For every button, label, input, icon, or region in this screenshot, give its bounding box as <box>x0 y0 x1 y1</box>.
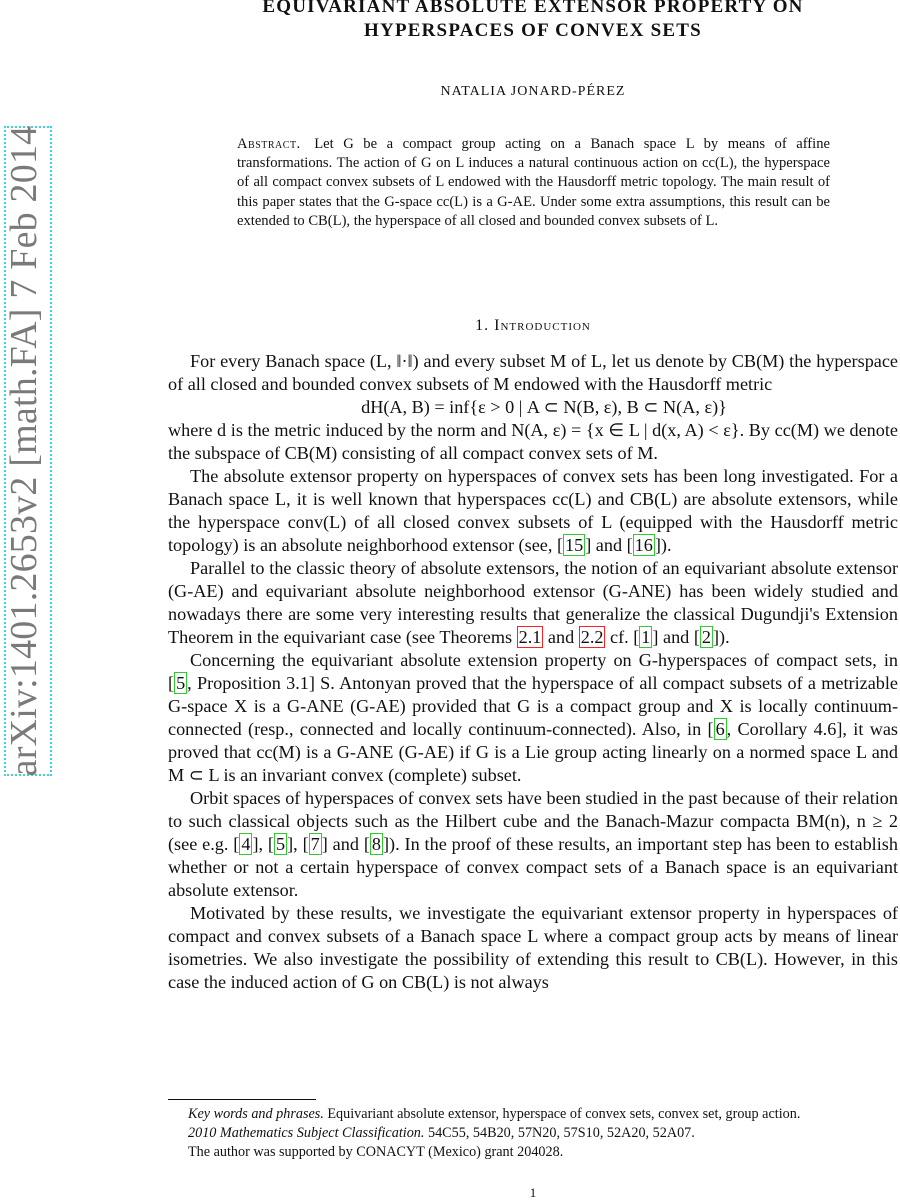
paragraph-1: For every Banach space (L, ‖·‖) and every subset M of L, let us denote by CB(M) the hyperspace of all closed and bounded convex subsets of M endowed with the Hausdorff metric <box>168 351 898 394</box>
paragraph-2: The absolute extensor property on hyperspaces of convex sets has been long investigated. For a Banach space L, it is well known that hyperspaces cc(L) and CB(L) are absolute extensors, while the hyperspace conv(L) of all closed convex subsets of L (equipped with the Hausdorff metric topology) is an absolute neighborhood extensor (see, [ 15 ] and [ 16 ]). <box>168 466 898 555</box>
paragraph-3: Parallel to the classic theory of absolute extensors, the notion of an equivariant absolute extensor (G-AE) and equivariant absolute neighborhood extensor (G-ANE) has been widely studied and nowadays there are some very interesting results that generalize the classical Dugundji's Extension Theorem in the equivariant case (see Theorems 2.1 and 2.2 cf. [ 1 ] and [ 2 ]). <box>168 558 898 647</box>
abstract <box>237 135 830 231</box>
citation-16[interactable]: 16 <box>634 535 653 555</box>
paragraph-6: Motivated by these results, we investigate the equivariant extensor property in hyperspaces of compact and convex subsets of a Banach space L where a compact group acts by means of linear isometries. We also investigate the possibility of extending this result to CB(L). However, in this case the induced action of G on CB(L) is not always <box>168 903 898 992</box>
citation-6[interactable]: 6 <box>715 719 725 739</box>
hausdorff-metric-equation: dH(A, B) = inf{ε > 0 | A ⊂ N(B, ε), B ⊂ N(A, ε)} <box>361 397 727 417</box>
section-number: 1. <box>475 317 490 334</box>
footnotes <box>168 1105 898 1162</box>
section-title: Introduction <box>494 317 591 334</box>
citation-5b[interactable]: 5 <box>276 834 286 854</box>
title-line-1: EQUIVARIANT ABSOLUTE EXTENSOR PROPERTY ON <box>262 0 804 17</box>
section-heading <box>168 317 898 335</box>
citation-8[interactable]: 8 <box>371 834 381 854</box>
abstract-text: Let G be a compact group acting on a Banach space L by means of affine transformations. The action of G on L induces a natural continuous action on cc(L), the hyperspace of all compact convex subsets of L endowed with the Hausdorff metric topology. The main result of this paper states that the G-space cc(L) is a G-AE. Under some extra assumptions, this result can be extended to CB(L), the hyperspace of all closed and bounded convex subsets of L. <box>237 136 830 229</box>
citation-4[interactable]: 4 <box>241 834 251 854</box>
page-number: 1 <box>529 1185 537 1200</box>
title-line-2: HYPERSPACES OF CONVEX SETS <box>364 20 702 41</box>
citation-2[interactable]: 2 <box>701 627 711 647</box>
citation-7[interactable]: 7 <box>310 834 320 854</box>
paragraph-1-continued: where d is the metric induced by the norm and N(A, ε) = {x ∈ L | d(x, A) < ε}. By cc(M) we denote the subspace of CB(M) consisting of all compact convex sets of M. <box>168 420 898 463</box>
theorem-ref-2-2[interactable]: 2.2 <box>580 627 604 647</box>
footnote-keywords: Key words and phrases. Equivariant absolute extensor, hyperspace of convex sets, convex set, group action. <box>188 1106 801 1122</box>
abstract-label: Abstract. <box>237 136 301 152</box>
footnote-msc: 2010 Mathematics Subject Classification. 54C55, 54B20, 57N20, 57S10, 52A20, 52A07. <box>188 1125 695 1141</box>
paper-title <box>168 0 898 43</box>
author: NATALIA JONARD-PÉREZ <box>440 84 626 99</box>
citation-15[interactable]: 15 <box>565 535 584 555</box>
arxiv-stamp: arXiv:1401.2653v2 [math.FA] 7 Feb 2014 <box>3 125 45 777</box>
citation-5[interactable]: 5 <box>176 673 186 693</box>
theorem-ref-2-1[interactable]: 2.1 <box>518 627 542 647</box>
footnote-rule <box>168 1099 316 1100</box>
paragraph-4: Concerning the equivariant absolute extension property on G-hyperspaces of compact sets, in [ 5 , Proposition 3.1] S. Antonyan proved that the hyperspace of all compact subsets of a metrizable G-space X is a G-ANE (G-AE) provided that G is a compact group and X is locally continuum-connected (resp., connected and locally continuum-connected). Also, in [ 6 , Corollary 4.6], it was proved that cc(M) is a G-ANE (G-AE) if G is a Lie group acting linearly on a normed space L and M ⊂ L is an invariant convex (complete) subset. <box>168 650 898 785</box>
citation-1[interactable]: 1 <box>641 627 651 647</box>
body-text <box>168 350 898 994</box>
paragraph-5: Orbit spaces of hyperspaces of convex sets have been studied in the past because of their relation to such classical objects such as the Hilbert cube and the Banach-Mazur compacta BM(n), n ≥ 2 (see e.g. [ 4 ], [ 5 ], [ 7 ] and [ 8 ]). In the proof of these results, an important step has been to establish whether or not a certain hyperspace of convex compact sets of a Banach space is an equivariant absolute extensor. <box>168 788 898 900</box>
footnote-support: The author was supported by CONACYT (Mexico) grant 204028. <box>188 1144 564 1160</box>
